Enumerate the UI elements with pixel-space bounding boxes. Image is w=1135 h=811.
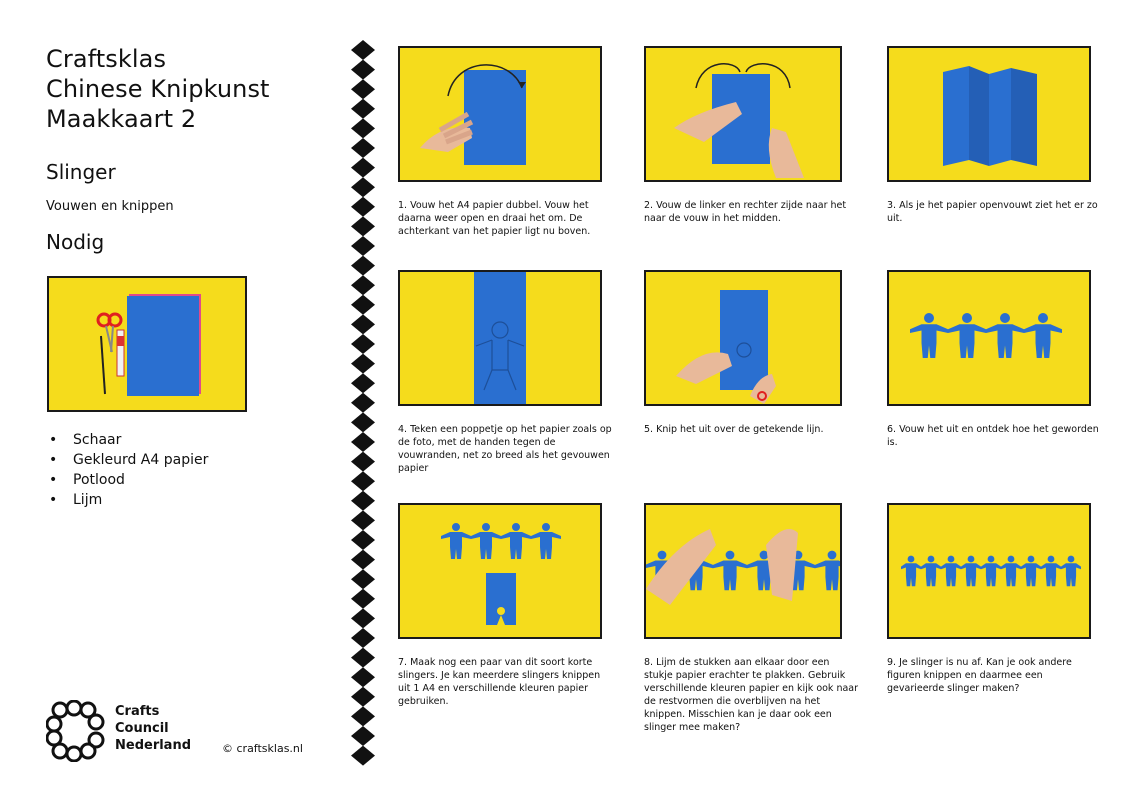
step-6-caption: 6. Vouw het uit en ontdek hoe het geworden is. bbox=[887, 424, 1099, 448]
step-5-photo bbox=[644, 270, 842, 406]
step-8-photo bbox=[644, 503, 842, 639]
title-line: Craftsklas bbox=[46, 45, 167, 73]
title-line: Maakkaart 2 bbox=[46, 105, 197, 133]
step-4-caption: 4. Teken een poppetje op het papier zoals op de foto, met de handen tegen de vouwranden, net zo breed als het gevouwen papier bbox=[398, 424, 612, 474]
step-7-caption: 7. Maak nog een paar van dit soort korte slingers. Je kan meerdere slingers knippen uit 1 A4 en verschillende kleuren papier gebruiken. bbox=[398, 657, 601, 707]
diamond-shape bbox=[351, 706, 375, 726]
diamond-shape bbox=[351, 79, 375, 99]
diamond-shape bbox=[351, 40, 375, 60]
logo-line: Crafts bbox=[115, 704, 160, 719]
diamond-shape bbox=[351, 530, 375, 550]
credit-text[interactable]: © craftsklas.nl bbox=[222, 742, 303, 755]
step-8-caption: 8. Lijm de stukken aan elkaar door een stukje papier erachter te plakken. Gebruik verschillende kleuren papier en kijk ook naar de restvormen die overblijven na het knippen. Misschien kan je daar ook een slinger mee maken? bbox=[644, 657, 859, 733]
diamond-shape bbox=[351, 177, 375, 197]
diamond-shape bbox=[351, 412, 375, 432]
step-9-photo bbox=[887, 503, 1091, 639]
diamond-shape bbox=[351, 216, 375, 236]
diamond-shape bbox=[351, 118, 375, 138]
step-4-photo bbox=[398, 270, 602, 406]
diamond-shape bbox=[351, 569, 375, 589]
diamond-shape bbox=[351, 628, 375, 648]
step-7-photo bbox=[398, 503, 602, 639]
step-1-photo bbox=[398, 46, 602, 182]
materials-photo bbox=[47, 276, 247, 412]
step-5-caption: 5. Knip het uit over de getekende lijn. bbox=[644, 424, 824, 435]
crafts-council-logo bbox=[46, 700, 108, 762]
diamond-shape bbox=[351, 393, 375, 413]
diamond-shape bbox=[351, 608, 375, 628]
diamond-shape bbox=[351, 491, 375, 511]
diamond-shape bbox=[351, 314, 375, 334]
diamond-shape bbox=[351, 99, 375, 119]
step-2-caption: 2. Vouw de linker en rechter zijde naar het naar de vouw in het midden. bbox=[644, 200, 847, 224]
project-heading: Slinger bbox=[46, 160, 116, 184]
logo-line: Nederland bbox=[115, 738, 192, 753]
materials-heading: Nodig bbox=[46, 230, 105, 254]
diamond-shape bbox=[351, 510, 375, 530]
diamond-shape bbox=[351, 197, 375, 217]
materials-list bbox=[49, 430, 208, 510]
logo-line: Council bbox=[115, 721, 169, 736]
diamond-shape bbox=[351, 275, 375, 295]
title-line: Chinese Knipkunst bbox=[46, 75, 270, 103]
diamond-shape bbox=[351, 726, 375, 746]
diamond-shape bbox=[351, 471, 375, 491]
diamond-shape bbox=[351, 452, 375, 472]
diamond-shape bbox=[351, 138, 375, 158]
diamond-shape bbox=[351, 158, 375, 178]
diamond-shape bbox=[351, 746, 375, 766]
project-subtitle: Vouwen en knippen bbox=[46, 199, 174, 214]
materials-item: • Schaar bbox=[49, 430, 208, 450]
diamond-shape bbox=[351, 256, 375, 276]
page-title bbox=[46, 44, 270, 134]
diamond-shape bbox=[351, 667, 375, 687]
diamond-shape bbox=[351, 589, 375, 609]
step-9-caption: 9. Je slinger is nu af. Kan je ook andere figuren knippen en daarmee een gevarieerde slinger maken? bbox=[887, 657, 1072, 694]
diamond-divider bbox=[347, 40, 379, 770]
diamond-shape bbox=[351, 295, 375, 315]
step-2-photo bbox=[644, 46, 842, 182]
diamond-shape bbox=[351, 550, 375, 570]
diamond-shape bbox=[351, 236, 375, 256]
diamond-shape bbox=[351, 648, 375, 668]
materials-item: • Gekleurd A4 papier bbox=[49, 450, 208, 470]
diamond-shape bbox=[351, 334, 375, 354]
diamond-shape bbox=[351, 60, 375, 80]
diamond-shape bbox=[351, 687, 375, 707]
materials-item: • Lijm bbox=[49, 490, 208, 510]
step-3-caption: 3. Als je het papier openvouwt ziet het er zo uit. bbox=[887, 200, 1098, 224]
logo-wordmark bbox=[115, 703, 191, 754]
materials-item: • Potlood bbox=[49, 470, 208, 490]
materials-illustration bbox=[49, 278, 245, 410]
step-1-caption: 1. Vouw het A4 papier dubbel. Vouw het daarna weer open en draai het om. De achterkant van het papier ligt nu boven. bbox=[398, 200, 591, 237]
diamond-shape bbox=[351, 432, 375, 452]
paper-dolls-illustration bbox=[889, 272, 1089, 404]
step-3-photo bbox=[887, 46, 1091, 182]
diamond-shape bbox=[351, 354, 375, 374]
diamond-shape bbox=[351, 373, 375, 393]
step-6-photo bbox=[887, 270, 1091, 406]
